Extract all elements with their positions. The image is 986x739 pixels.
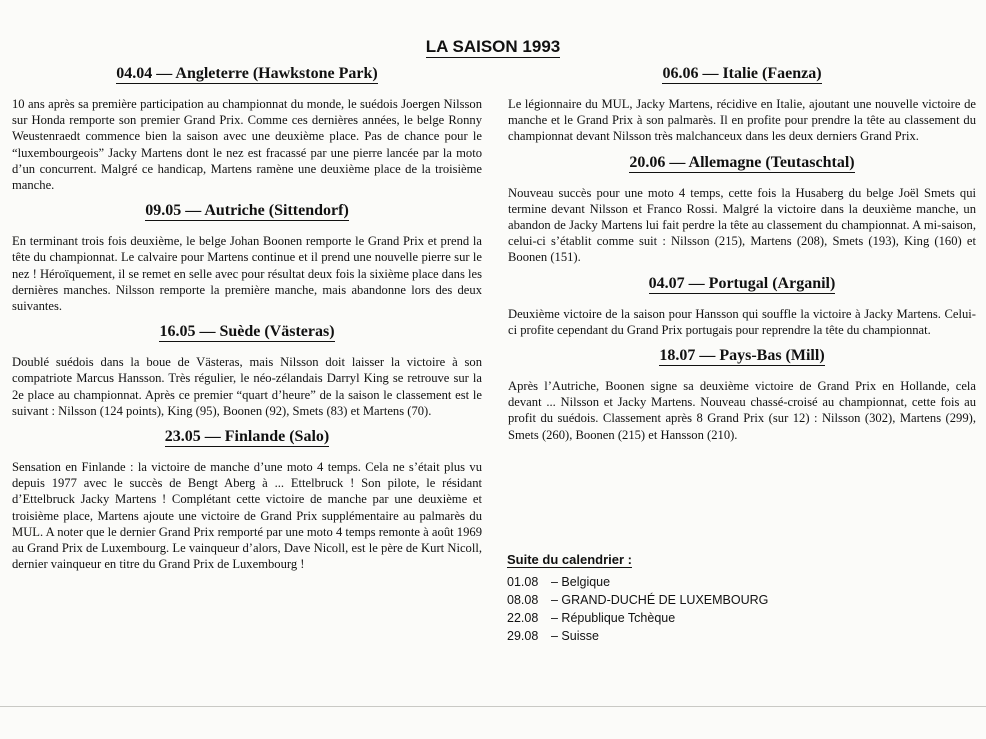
- section-heading: [12, 322, 482, 342]
- section-text: Deuxième victoire de la saison pour Hansson qui souffle la victoire à Jacky Martens. Celui-ci profite cependant du Grand Prix portugais pour reprendre la tête du championnat.: [508, 306, 976, 337]
- calendar-item: [507, 573, 807, 591]
- section-finlande: [12, 427, 482, 572]
- calendar-place: – Belgique: [551, 575, 611, 589]
- section-heading-text: 04.07 — Portugal (Arganil): [648, 274, 836, 292]
- calendar-place: – GRAND-DUCHÉ DE LUXEMBOURG: [551, 593, 769, 607]
- page-bottom-edge: [0, 706, 986, 707]
- section-text: Le légionnaire du MUL, Jacky Martens, récidive en Italie, ajoutant une nouvelle victoire de manche et le Grand Prix à son palmarès. Il en profite pour prendre la tête au classement du championnat devant Nilsson très malchanceux dans les deux derniers Grand Prix.: [508, 97, 976, 144]
- section-heading-text: 09.05 — Autriche (Sittendorf): [145, 202, 349, 220]
- section-portugal: [508, 274, 976, 338]
- section-heading: [12, 64, 482, 84]
- calendar-item: [507, 627, 807, 645]
- section-heading: [508, 64, 976, 84]
- calendar-date: 01.08: [507, 575, 539, 589]
- calendar-item: [507, 609, 807, 627]
- calendar-place: – République Tchèque: [551, 611, 676, 625]
- page-title-text: LA SAISON 1993: [425, 37, 561, 56]
- section-heading: [508, 274, 976, 294]
- section-angleterre: [12, 64, 482, 193]
- section-suede: [12, 322, 482, 419]
- page-title: [0, 37, 986, 57]
- section-text: En terminant trois fois deuxième, le belge Johan Boonen remporte le Grand Prix et prend la tête du championnat. Le calvaire pour Martens continue et il prend une nouvelle pierre sur le nez ! Héroïquement, il se remet en selle avec pour résultat deux fois la sixième place dans les dernières manches. Nilsson remporte la première manche, mais abandonne lors des deux suivantes.: [12, 234, 482, 314]
- section-allemagne: [508, 153, 976, 266]
- section-text: Nouveau succès pour une moto 4 temps, cette fois la Husaberg du belge Joël Smets qui termine devant Nilsson et Franco Rossi. Malgré la victoire dans la deuxième manche, un abandon de Jacky Martens lui fait perdre la tête au classement du championnat. A mi-saison, celui-ci s’établit comme suit : Nilsson (215), Martens (208), Smets (193), King (160) et Boonen (151).: [508, 185, 976, 265]
- section-italie: [508, 64, 976, 145]
- section-heading-text: 16.05 — Suède (Västeras): [159, 323, 335, 341]
- calendar-title: [507, 552, 807, 567]
- section-heading: [508, 153, 976, 173]
- calendar-title-text: Suite du calendrier :: [507, 552, 632, 567]
- section-heading-text: 06.06 — Italie (Faenza): [662, 65, 822, 82]
- calendar-date: 08.08: [507, 593, 539, 607]
- calendar-date: 22.08: [507, 611, 539, 625]
- section-pays-bas: [508, 346, 976, 443]
- right-column: [508, 64, 976, 443]
- section-heading: [508, 346, 976, 366]
- calendar-place: – Suisse: [551, 629, 599, 643]
- calendar-date: 29.08: [507, 629, 539, 643]
- section-heading: [12, 201, 482, 221]
- calendar-item: [507, 591, 807, 609]
- section-heading-text: 23.05 — Finlande (Salo): [164, 428, 330, 446]
- left-column: [12, 64, 482, 572]
- section-heading-text: 18.07 — Pays-Bas (Mill): [659, 347, 825, 365]
- section-text: 10 ans après sa première participation au championnat du monde, le suédois Joergen Nilsson sur Honda remporte son premier Grand Prix. Comme ces dernières années, le belge Ronny Weustenraedt commence bien la saison avec une deuxième place. Pas de chance pour le “luxembourgeois” Jacky Martens dont le nez est fracassé par une pierre lancée par la moto d’un concurrent. Malgré ce handicap, Martens ramène une deuxième place de la troisième manche.: [12, 97, 482, 193]
- section-text: Après l’Autriche, Boonen signe sa deuxième victoire de Grand Prix en Hollande, cela devant ... Nilsson et Jacky Martens. Nouveau chassé-croisé au championnat, cette fois au profit du suédois. Classement après 8 Grand Prix (sur 12) : Nilsson (302), Martens (299), Smets (260), Boonen (215) et Hansson (210).: [508, 379, 976, 442]
- section-text: Doublé suédois dans la boue de Västeras, mais Nilsson doit laisser la victoire à son compatriote Marcus Hansson. Très régulier, le néo-zélandais Darryl King se retrouve sur la 2e place au championnat. Après ce premier “quart d’heure” de la saison le classement est le suivant : Nilsson (124 points), King (95), Boonen (92), Smets (83) et Martens (70).: [12, 355, 482, 418]
- section-text: Sensation en Finlande : la victoire de manche d’une moto 4 temps. Cela ne s’était plus vu depuis 1977 avec le succès de Bengt Aberg à ... Ettelbruck ! Son pilote, le résidant d’Ettelbruck Jacky Martens ! Complétant cette victoire de manche par une deuxième et troisième place, Martens ajoute une victoire de Grand Prix supplémentaire au palmarès du MUL. A noter que le dernier Grand Prix remporté par une moto 4 temps remonte à août 1969 au Grand Prix de Luxembourg. Le vainqueur d’alors, Dave Nicoll, est le père de Kurt Nicoll, dernier vainqueur en titre du Grand Prix de Luxembourg !: [12, 460, 482, 572]
- section-heading-text: 20.06 — Allemagne (Teutaschtal): [629, 153, 855, 171]
- section-heading-text: 04.04 — Angleterre (Hawkstone Park): [116, 65, 378, 82]
- calendar: [507, 552, 807, 645]
- section-autriche: [12, 201, 482, 314]
- section-heading: [12, 427, 482, 447]
